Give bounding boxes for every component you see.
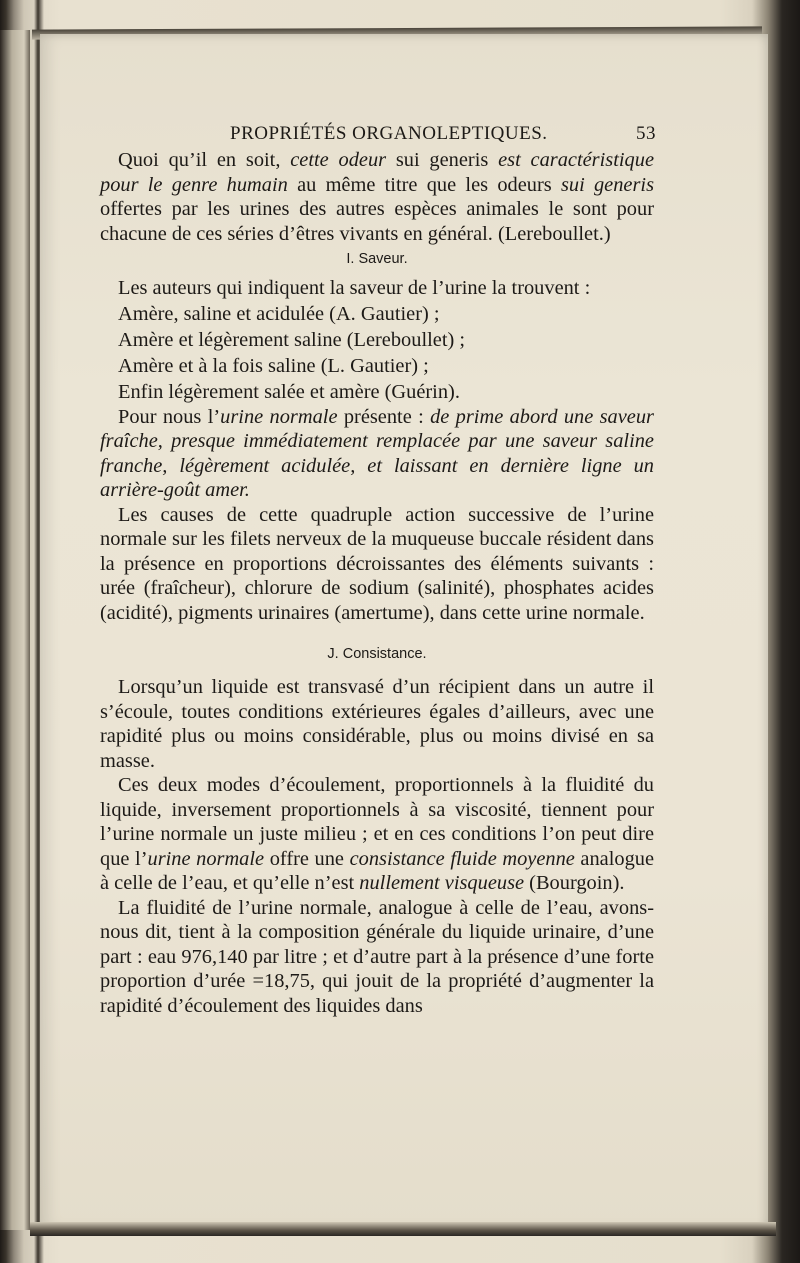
paragraph-causes: Les causes de cette quadruple action successive de l’urine normale sur les filets nerveux de la muqueuse buccale résident dans la présence en proportions décroissantes des éléments suivants : urée (fraîcheur), chlorure de sodium (salinité), phosphates acides (acidité), pigments urinaires (amertume), dans cette urine normale. <box>100 503 654 624</box>
paragraph-odeur: Quoi qu’il en soit, cette odeur sui generis est caractéristique pour le genre humain au même titre que les odeurs sui generis offertes par les urines des autres espèces animales le sont pour chacune de ces séries d’êtres vivants en général. (Lereboullet.) <box>100 149 655 245</box>
saveur-list-item: Amère et légèrement saline (Lereboullet) ; <box>118 328 466 351</box>
running-title: PROPRIÉTÉS ORGANOLEPTIQUES. <box>230 123 548 144</box>
saveur-list-item: Amère et à la fois saline (L. Gautier) ; <box>118 354 429 377</box>
section-heading-saveur: I. Saveur. <box>346 251 408 267</box>
section-heading-consistance: J. Consistance. <box>327 646 427 662</box>
saveur-list-item: Enfin légèrement salée et amère (Guérin). <box>118 380 460 403</box>
page-bottom-edge <box>30 1222 776 1236</box>
paragraph-saveur-normale: Pour nous l’urine normale présente : de prime abord une saveur fraîche, presque immédiatement remplacée par une saveur saline franche, légèrement acidulée, et laissant en dernière ligne un arrière-goût amer. <box>100 405 654 501</box>
saveur-list-item: Amère, saline et acidulée (A. Gautier) ; <box>118 302 440 325</box>
paragraph-fluidite: La fluidité de l’urine normale, analogue à celle de l’eau, avons-nous dit, tient à la composition générale du liquide urinaire, d’une part : eau 976,140 par litre ; et d’autre part à la présence d’une forte proportion d’urée =18,75, qui jouit de la propriété d’augmenter la rapidité d’écoulement des liquides dans <box>100 896 654 1017</box>
running-header <box>230 120 654 148</box>
saveur-intro: Les auteurs qui indiquent la saveur de l’urine la trouvent : <box>118 277 591 299</box>
paragraph-consistance: Ces deux modes d’écoulement, proportionnels à la fluidité du liquide, inversement proportionnels à sa viscosité, tiennent pour l’urine normale un juste milieu ; et en ces conditions l’on peut dire que l’urine normale offre une consistance fluide moyenne analogue à celle de l’eau, et qu’elle n’est nullement visqueuse (Bourgoin). <box>100 774 655 894</box>
left-page-edge <box>0 30 30 1230</box>
paragraph-ecoulement: Lorsqu’un liquide est transvasé d’un récipient dans un autre il s’écoule, toutes conditions extérieures égales d’ailleurs, avec une rapidité plus ou moins considérable, plus ou moins divisé en sa masse. <box>100 676 654 772</box>
page-text <box>100 120 654 1018</box>
page-number: 53 <box>636 123 656 144</box>
